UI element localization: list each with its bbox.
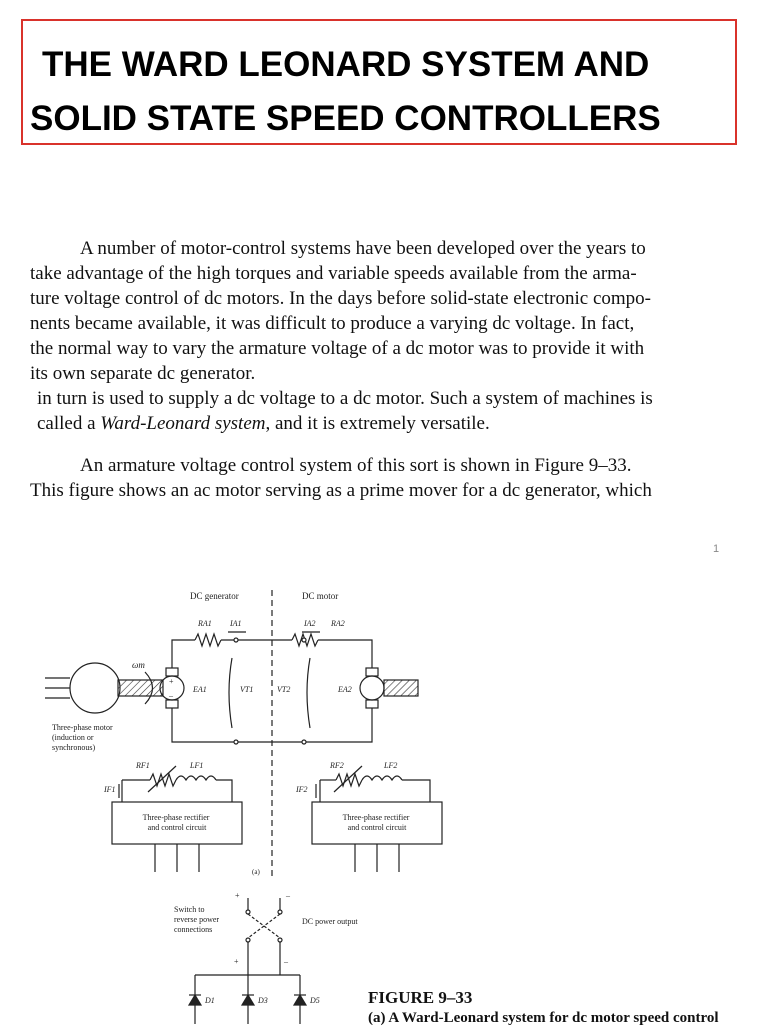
- ra1-resistor: [195, 634, 221, 646]
- vt1-label: VT1: [240, 685, 254, 694]
- ea1-label: EA1: [193, 685, 207, 694]
- bridge-minus: –: [284, 957, 288, 966]
- rf1-variable-arrow: [148, 766, 176, 792]
- rf2-resistor: [336, 774, 362, 786]
- figure-caption-text: (a) A Ward-Leonard system for dc motor speed control: [368, 1010, 719, 1026]
- ward-leonard-term: Ward-Leonard system: [100, 413, 266, 434]
- vt1-arc: [229, 658, 232, 728]
- bridge-plus: +: [234, 957, 239, 966]
- paragraph-line: nents became available, it was difficult to produce a varying dc voltage. In fact,: [30, 313, 635, 334]
- d1-label: D1: [205, 996, 215, 1005]
- dc-motor-label: DC motor: [302, 591, 339, 601]
- paragraph-line: [37, 411, 653, 436]
- minus-sign: –: [169, 691, 173, 700]
- ra1-label: RA1: [198, 619, 212, 628]
- paragraph-2: [37, 386, 653, 436]
- paragraph-line: the normal way to vary the armature voltage of a dc motor was to provide it with: [30, 338, 645, 359]
- plus-sign: +: [169, 677, 174, 686]
- title-line-2: SOLID STATE SPEED CONTROLLERS: [30, 99, 661, 138]
- rectifier-1-label: Three-phase rectifier and control circuit: [142, 813, 210, 832]
- paragraph-1: [30, 236, 651, 386]
- generator-brush: [166, 668, 178, 676]
- title-line-1: THE WARD LEONARD SYSTEM AND: [42, 45, 650, 84]
- paragraph-line: its own separate dc generator.: [30, 363, 256, 384]
- switch-contact: [278, 938, 282, 942]
- diode-d1-icon: [189, 995, 201, 1005]
- ward-leonard-figure: [0, 580, 768, 1024]
- dc-power-output-label: DC power output: [302, 917, 358, 926]
- rf1-resistor: [150, 774, 176, 786]
- switch-plus-top: +: [235, 891, 240, 900]
- if2-label: IF2: [296, 785, 308, 794]
- terminal: [234, 740, 238, 744]
- paragraph-line: A number of motor-control systems have been developed over the years to: [80, 238, 646, 259]
- switch-contact: [246, 910, 250, 914]
- paragraph-line: ture voltage control of dc motors. In the days before solid-state electronic compo-: [30, 288, 651, 309]
- lf1-label: LF1: [190, 761, 204, 770]
- lf1-inductor: [176, 776, 216, 780]
- armature-wire: [172, 640, 195, 668]
- if1-label: IF1: [104, 785, 116, 794]
- ia1-label: IA1: [230, 619, 242, 628]
- switch-contact: [246, 938, 250, 942]
- paragraph-3: [30, 453, 652, 503]
- three-phase-motor-label: Three-phase motor (induction or synchronous): [52, 723, 113, 752]
- terminal: [234, 638, 238, 642]
- paragraph-text: , and it is extremely versatile.: [265, 413, 490, 434]
- lf2-label: LF2: [384, 761, 398, 770]
- switch-contact: [278, 910, 282, 914]
- paragraph-line: take advantage of the high torques and variable speeds available from the arma-: [30, 263, 637, 284]
- d5-label: D5: [310, 996, 320, 1005]
- lf2-inductor: [362, 776, 402, 780]
- armature-wire: [318, 640, 372, 668]
- ra2-label: RA2: [331, 619, 345, 628]
- paragraph-text: called a: [37, 413, 101, 434]
- switch-minus-top: –: [286, 891, 290, 900]
- vt2-label: VT2: [277, 685, 291, 694]
- rf1-label: RF1: [136, 761, 150, 770]
- rf2-label: RF2: [330, 761, 344, 770]
- motor-shaft-hatch: [384, 680, 418, 696]
- page-number: 1: [713, 543, 720, 555]
- field-wire: [402, 780, 430, 802]
- switch-label: Switch to reverse power connections: [174, 905, 220, 934]
- generator-brush: [166, 700, 178, 708]
- paragraph-line: This figure shows an ac motor serving as a prime mover for a dc generator, which: [30, 480, 652, 501]
- ia2-label: IA2: [304, 619, 316, 628]
- terminal: [302, 638, 306, 642]
- figure-caption-title: FIGURE 9–33: [368, 988, 473, 1007]
- terminal: [302, 740, 306, 744]
- three-phase-motor-symbol: [70, 663, 120, 713]
- part-a-label: (a): [252, 868, 260, 876]
- omega-label: ωm: [132, 660, 145, 670]
- dc-generator-label: DC generator: [190, 591, 239, 601]
- motor-brush: [366, 668, 378, 676]
- vt2-arc: [307, 658, 310, 728]
- field-wire: [216, 780, 232, 802]
- paragraph-line: An armature voltage control system of this sort is shown in Figure 9–33.: [80, 455, 632, 476]
- motor-brush: [366, 700, 378, 708]
- shaft-hatch: [118, 680, 163, 696]
- rectifier-2-label: Three-phase rectifier and control circuit: [342, 813, 410, 832]
- dc-motor-symbol: [360, 676, 384, 700]
- diode-d5-icon: [294, 995, 306, 1005]
- diode-d3-icon: [242, 995, 254, 1005]
- paragraph-line: in turn is used to supply a dc voltage to a dc motor. Such a system of machines is: [37, 388, 653, 409]
- d3-label: D3: [258, 996, 268, 1005]
- ea2-label: EA2: [338, 685, 352, 694]
- page-title: [30, 38, 661, 146]
